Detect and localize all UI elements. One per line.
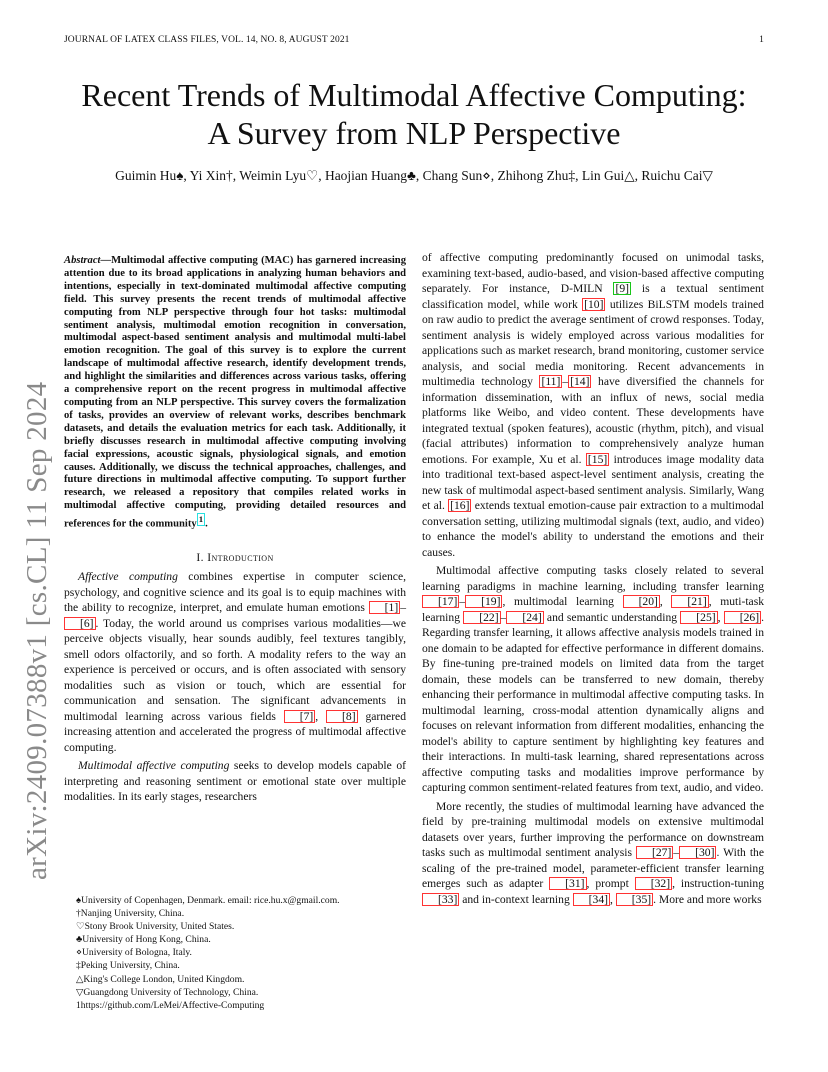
- text-run: . Regarding transfer learning, it allows affective analysis models trained in one domain to be adapted for effective performance in different domains. By fine-tuning pre-trained models on limited data from the target domain, these models can be transferred to new domain, thereby enhancing their performance in multimodal affective computing tasks. In multimodal learning, cross-modal attention dynamically aligns and focuses on relevant information from different modalities, enhancing the model's ability to capture sentiment by highlighting key features and their interactions. In multi-task learning, shared representations across affective computing tasks and modalities improve performance by capturing common sentiment-related features from text, audio, and video.: [422, 610, 764, 794]
- text-run: combines expertise in computer science, psychology, and cognitive science and its goal is to equip machines with the ability to recognize, interpret, and emulate human emotions: [64, 570, 406, 615]
- text-run: . Today, the world around us comprises various modalities—we perceive objects visually, hear sounds audibly, feel textures tangibly, smell odors olfactorily, and so forth. A modality refers to the way an experience is perceived or occurs, and is often associated with sensory modalities such as vision or touch, which are essential for communication and sensation. The significant advancements in multimodal learning across various fields: [64, 616, 406, 723]
- body-paragraph-3: [422, 799, 764, 908]
- text-run: ,: [609, 892, 616, 906]
- section-title: Introduction: [207, 550, 274, 564]
- arxiv-stamp-text: arXiv:2409.07388v1 [cs.CL] 11 Sep 2024: [21, 381, 53, 880]
- footnote-affiliation-4: ♣University of Hong Kong, China.: [76, 934, 211, 946]
- citation-link[interactable]: [22]: [463, 611, 500, 624]
- citation-link[interactable]: [21]: [671, 595, 708, 608]
- intro-paragraph-1: [64, 569, 406, 755]
- text-run: is a textual sentiment classification model, while work: [422, 282, 764, 311]
- text-run: , prompt: [586, 877, 635, 890]
- running-header: [64, 35, 764, 49]
- footnote-affiliation-1: ♠University of Copenhagen, Denmark. email: rice.hu.x@gmail.com.: [76, 895, 340, 906]
- footnotes: [76, 894, 406, 1012]
- citation-link[interactable]: [6]: [64, 617, 96, 630]
- text-run: –: [500, 610, 507, 624]
- right-column: [422, 250, 764, 907]
- footnote-affiliation-7: △King's College London, United Kingdom.: [76, 973, 245, 985]
- abstract: [64, 255, 406, 532]
- footnote-affiliation-6: ‡Peking University, China.: [76, 960, 180, 972]
- section-heading: [64, 550, 406, 566]
- text-run: –: [673, 846, 680, 859]
- citation-link[interactable]: [7]: [284, 710, 316, 723]
- citation-link[interactable]: [24]: [506, 611, 543, 624]
- title-line-1: Recent Trends of Multimodal Affective Computing:: [81, 77, 747, 113]
- text-run: garnered increasing attention and accelerated the progress of multimodal affective computing.: [64, 709, 406, 754]
- term-affective-computing: Affective computing: [78, 570, 178, 584]
- citation-link[interactable]: [26]: [724, 611, 761, 624]
- abstract-text: —Multimodal affective computing (MAC) has garnered increasing attention due to its broad applications in analyzing human behaviors and intentions, especially in text-dominated multimodal affective computing field. This survey presents the recent trends of multimodal affective computing from NLP perspective through four hot tasks: multimodal sentiment analysis, multimodal emotion recognition in conversation, multimodal aspect-based sentiment analysis and multimodal multi-label emotion recognition. The goal of this survey is to explore the current landscape of multimodal affective research, identify development trends, and highlight the similarities and differences across various tasks, offering a comprehensive report on the recent progress in multimodal affective computing from an NLP perspective. This survey covers the formalization of tasks, provides an overview of relevant works, describes benchmark datasets, and details the evaluation metrics for each task. Additionally, it briefly discusses research in multimodal affective computing involving facial expressions, acoustic signals, physiological signals, and emotion causes. Additionally, we discuss the technical approaches, challenges, and future directions in multimodal affective computing. To support further research, we released a repository that compiles related works in multimodal affective computing, providing detailed resources and references for the community: [64, 255, 406, 530]
- footnote-link[interactable]: 1: [198, 514, 204, 525]
- citation-link[interactable]: [17]: [422, 595, 459, 608]
- footnote-affiliation-3: ♡Stony Brook University, United States.: [76, 921, 235, 933]
- citation-link[interactable]: [9]: [615, 282, 629, 295]
- title-line-2: A Survey from NLP Perspective: [207, 115, 621, 151]
- text-run: of affective computing predominantly focused on unimodal tasks, examining text-based, audio-based, and vision-based affective computing separately. For instance, D-MILN: [422, 251, 764, 295]
- text-run: ,: [717, 610, 724, 624]
- citation-link[interactable]: [10]: [584, 297, 604, 311]
- section-number: I.: [196, 550, 204, 564]
- citation-link[interactable]: [33]: [422, 893, 459, 906]
- text-run: More recently, the studies of multimodal learning have advanced the field by pre-training multimodal models on extensive multimodal datasets over years, further improving the performance on downstream tasks such as multimodal sentiment analysis: [422, 799, 764, 859]
- text-run: have diversified the channels for information dissemination, with an influx of news, social media platforms like Weibo, and video content. These developments have integrated textual (spoken features), acoustic (rhythm, pitch), and visual (facial attributes) information to comprehensively analyze human emotions. For example, Xu et al.: [422, 375, 764, 466]
- citation-link[interactable]: [30]: [679, 846, 716, 859]
- citation-link[interactable]: [16]: [450, 499, 470, 512]
- journal-info: JOURNAL OF LATEX CLASS FILES, VOL. 14, NO. 8, AUGUST 2021: [64, 35, 350, 45]
- text-run: . More and more works: [653, 892, 762, 906]
- text-run: , muti-task learning: [422, 595, 764, 624]
- text-run: . With the scaling of the pre-trained model, parameter-efficient transfer learning emerges such as adapter: [422, 846, 765, 890]
- citation-link[interactable]: [32]: [635, 877, 672, 890]
- footnote-affiliation-5: ⋄University of Bologna, Italy.: [76, 947, 192, 959]
- text-run: –: [459, 595, 466, 608]
- footnote-affiliation-8: ▽Guangdong University of Technology, China.: [76, 986, 259, 998]
- footnote-affiliation-2: †Nanjing University, China.: [76, 908, 185, 920]
- intro-paragraph-2: [64, 758, 406, 805]
- text-run: –: [400, 601, 406, 615]
- citation-link[interactable]: [35]: [616, 893, 653, 906]
- text-run: ,: [315, 709, 327, 723]
- text-run: and in-context learning: [459, 892, 573, 906]
- text-run: Multimodal affective computing tasks closely related to several learning paradigms in machine learning, including transfer learning: [422, 564, 764, 593]
- paper-title: [40, 76, 788, 152]
- citation-link[interactable]: [20]: [623, 595, 660, 608]
- text-run: extends textual emotion-cause pair extraction to a multimodal conversation setting, utilizing multimodal signals (text, audio, and video) to enhance the model's ability to understand the emotions and their causes.: [422, 499, 764, 559]
- citation-link[interactable]: [31]: [549, 877, 586, 890]
- text-run: introduces image modality data into traditional text-based aspect-level sentiment analysis, creating the new task of multimodal aspect-based sentiment analysis. Similarly, Wang et al.: [422, 452, 764, 512]
- abstract-end: .: [205, 518, 208, 530]
- citation-link[interactable]: [27]: [636, 846, 673, 859]
- abstract-label: Abstract: [64, 255, 101, 266]
- page-number: 1: [759, 35, 764, 45]
- text-run: ,: [659, 595, 672, 608]
- footnote-url[interactable]: 1https://github.com/LeMei/Affective-Computing: [76, 999, 265, 1011]
- text-run: –: [562, 375, 569, 388]
- citation-link[interactable]: [11]: [541, 375, 561, 388]
- body-paragraph-1: [422, 250, 764, 560]
- term-multimodal-affective-computing: Multimodal affective computing: [78, 759, 230, 773]
- text-run: utilizes BiLSTM models trained on raw audio to predict the average sentiment of crowd responses. Today, sentiment analysis is widely employed across various modalities for applications such as market research, brand monitoring, customer service analysis, and social media monitoring. Recent advancements in multimedia technology: [422, 297, 764, 388]
- citation-link[interactable]: [8]: [326, 710, 358, 723]
- citation-link[interactable]: [34]: [573, 893, 610, 906]
- left-column: [64, 255, 406, 805]
- text-run: seeks to develop models capable of interpreting and reasoning sentiment or emotional state over multiple modalities. In its early stages, researchers: [64, 759, 406, 804]
- citation-link[interactable]: [19]: [465, 595, 502, 608]
- text-run: , instruction-tuning: [672, 877, 764, 890]
- author-list: Guimin Hu♠, Yi Xin†, Weimin Lyu♡, Haojian Huang♣, Chang Sun⋄, Zhihong Zhu‡, Lin Gui△, Ruichu Cai▽: [115, 168, 713, 183]
- text-run: and semantic understanding: [543, 610, 681, 624]
- citation-link[interactable]: [15]: [587, 452, 608, 466]
- citation-link[interactable]: [1]: [369, 601, 401, 614]
- text-run: , multimodal learning: [502, 595, 623, 608]
- body-paragraph-2: [422, 563, 764, 796]
- citation-link[interactable]: [14]: [570, 375, 590, 388]
- citation-link[interactable]: [25]: [680, 611, 717, 624]
